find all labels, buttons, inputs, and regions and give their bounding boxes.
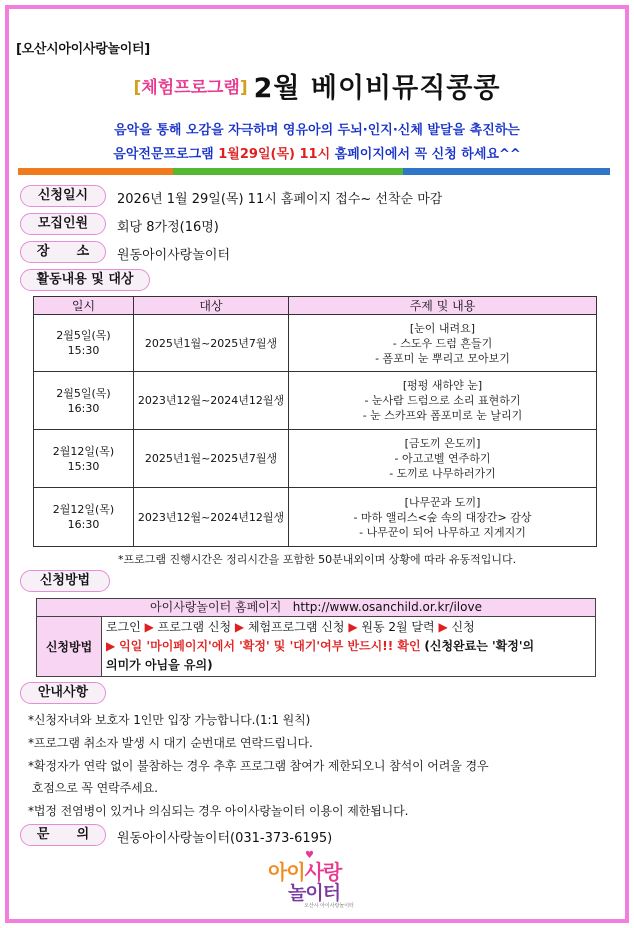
arrow-icon: ▶ <box>106 639 116 653</box>
arrow-icon: ▶ <box>348 620 358 634</box>
apply-steps-line1 <box>106 618 591 637</box>
apply-warning-note: (신청완료는 '확정'의 <box>424 639 535 653</box>
row-time: 15:30 <box>67 459 100 473</box>
topic-item: - 폼포미 눈 뿌리고 모아보기 <box>375 351 510 365</box>
row-date: 2월5일(목) <box>56 329 111 342</box>
subtitle-line1: 음악을 통해 오감을 자극하며 영유아의 두뇌·인지·신체 발달을 촉진하는 <box>114 123 520 138</box>
row-time: 16:30 <box>67 518 100 531</box>
notice-item: *법정 전염병이 있거나 의심되는 경우 아이사랑놀이터 이용이 제한됩니다. <box>28 804 409 818</box>
arrow-icon: ▶ <box>438 620 448 634</box>
date-label: 신청일시 <box>20 185 106 207</box>
apply-section-label: 신청방법 <box>20 570 110 592</box>
table-row <box>34 430 597 488</box>
topic-title: [나무꾼과 도끼] <box>404 495 481 509</box>
schedule-target-cell: 2023년12월~2024년12월생 <box>134 488 289 547</box>
apply-warning: 익일 '마이페이지'에서 '확정' 및 '대기'여부 반드시!! 확인 <box>119 639 421 653</box>
place-label: 장 소 <box>20 241 106 263</box>
schedule-date-cell <box>34 315 134 372</box>
activity-label: 활동내용 및 대상 <box>20 269 150 291</box>
topic-title: [금도끼 은도끼] <box>404 437 481 450</box>
row-time: 15:30 <box>67 344 100 357</box>
logo-text-a: 아이 <box>268 860 305 884</box>
schedule-header-target: 대상 <box>134 297 289 315</box>
topic-item: - 스도우 드럼 흔들기 <box>392 336 493 350</box>
schedule-note: *프로그램 진행시간은 정리시간을 포함한 50분내외이며 상황에 따라 유동적입니다. <box>118 553 517 566</box>
table-row <box>34 315 597 372</box>
contact-value: 원동아이사랑놀이터(031-373-6195) <box>117 831 333 846</box>
page-title <box>0 66 634 105</box>
schedule-target-cell: 2023년12월~2024년12월생 <box>134 372 289 430</box>
schedule-topic-cell <box>289 315 597 372</box>
notice-item: *신청자녀와 보호자 1인만 입장 가능합니다.(1:1 원칙) <box>28 713 311 727</box>
topic-item: - 눈사람 드럼으로 소리 표현하기 <box>364 394 521 407</box>
subtitle-date: 1월29일(목) 11시 <box>218 147 331 162</box>
title-bracket-close: ] <box>239 78 248 98</box>
notice-section-label: 안내사항 <box>20 682 106 704</box>
notice-item: *프로그램 취소자 발생 시 대기 순번대로 연락드립니다. <box>28 736 313 750</box>
table-row <box>34 488 597 547</box>
arrow-icon: ▶ <box>144 620 154 634</box>
contact-label: 문 의 <box>20 824 106 846</box>
step-apply: 신청 <box>451 620 475 634</box>
date-value: 2026년 1월 29일(목) 11시 홈페이지 접수~ 선착순 마감 <box>117 192 443 207</box>
subtitle-line2-a: 음악전문프로그램 <box>113 147 214 162</box>
schedule-date-cell <box>34 430 134 488</box>
schedule-topic-cell <box>289 430 597 488</box>
subtitle-line2 <box>0 143 634 162</box>
apply-homepage-text: 아이사랑놀이터 홈페이지 http://www.osanchild.or.kr/ilove <box>150 600 482 614</box>
title-category <box>134 78 248 98</box>
topic-item: - 도끼로 나무하러가기 <box>389 467 496 480</box>
topic-item: - 나무꾼이 되어 나무하고 지게지기 <box>359 525 526 539</box>
schedule-date-cell <box>34 488 134 547</box>
schedule-target-cell: 2025년1월~2025년7월생 <box>134 430 289 488</box>
step-experience: 체험프로그램 신청 <box>247 620 345 634</box>
schedule-topic-cell <box>289 372 597 430</box>
apply-row-label: 신청방법 <box>37 617 102 676</box>
place-value: 원동아이사랑놀이터 <box>117 248 231 263</box>
schedule-topic-cell <box>289 488 597 547</box>
table-row <box>34 372 597 430</box>
row-date: 2월12일(목) <box>52 503 115 516</box>
divider-orange <box>18 168 173 175</box>
apply-row <box>37 617 595 676</box>
topic-item: - 마하 앨리스<숲 속의 대장간> 감상 <box>353 510 532 524</box>
topic-item: - 눈 스카프와 폼포미로 눈 날리기 <box>362 409 523 422</box>
logo-line2: 놀이터 <box>288 882 341 904</box>
title-category-text: 체험프로그램 <box>141 78 240 98</box>
apply-steps-line2 <box>106 637 591 656</box>
notice-item: 호점으로 꼭 연락주세요. <box>28 781 158 795</box>
schedule-header-date: 일시 <box>34 297 134 315</box>
recruit-label: 모집인원 <box>20 213 106 235</box>
apply-box <box>36 598 596 677</box>
apply-homepage <box>37 599 595 617</box>
apply-steps-line3: 의미가 아님을 유의) <box>106 658 213 672</box>
subtitle-line2-b: 홈페이지에서 꼭 신청 하세요^^ <box>334 147 521 162</box>
org-label: [오산시아이사랑놀이터] <box>16 42 150 57</box>
topic-title: [펑펑 새하얀 눈] <box>402 379 483 392</box>
step-program: 프로그램 신청 <box>157 620 232 634</box>
row-date: 2월12일(목) <box>52 444 115 458</box>
org-logo <box>268 850 368 912</box>
schedule-date-cell <box>34 372 134 430</box>
recruit-value: 회당 8가정(16명) <box>117 220 219 235</box>
arrow-icon: ▶ <box>234 620 245 634</box>
step-login: 로그인 <box>106 620 141 634</box>
step-calendar: 원동 2월 달력 <box>361 620 435 634</box>
notice-item: *확정자가 연락 없이 불참하는 경우 추후 프로그램 참여가 제한되오니 참석이 어려울 경우 <box>28 759 489 773</box>
title-main: 2월 베이비뮤직콩콩 <box>253 73 501 104</box>
topic-item: - 아고고벨 연주하기 <box>394 452 491 465</box>
logo-small-text: 오산시 아이사랑놀이터 <box>304 903 354 909</box>
schedule-target-cell: 2025년1월~2025년7월생 <box>134 315 289 372</box>
title-bracket-open: [ <box>133 78 142 98</box>
apply-steps <box>102 617 595 676</box>
row-date: 2월5일(목) <box>56 386 111 400</box>
color-divider <box>18 168 610 175</box>
schedule-header-topic: 주제 및 내용 <box>289 297 597 315</box>
divider-green <box>173 168 403 175</box>
schedule-header-row <box>34 297 597 315</box>
topic-title: [눈이 내려요] <box>409 321 476 335</box>
heart-icon: ♥ <box>305 850 314 861</box>
divider-blue <box>403 168 610 175</box>
logo-text-b: 사랑 <box>304 860 342 884</box>
row-time: 16:30 <box>67 401 100 415</box>
schedule-table <box>33 296 597 547</box>
